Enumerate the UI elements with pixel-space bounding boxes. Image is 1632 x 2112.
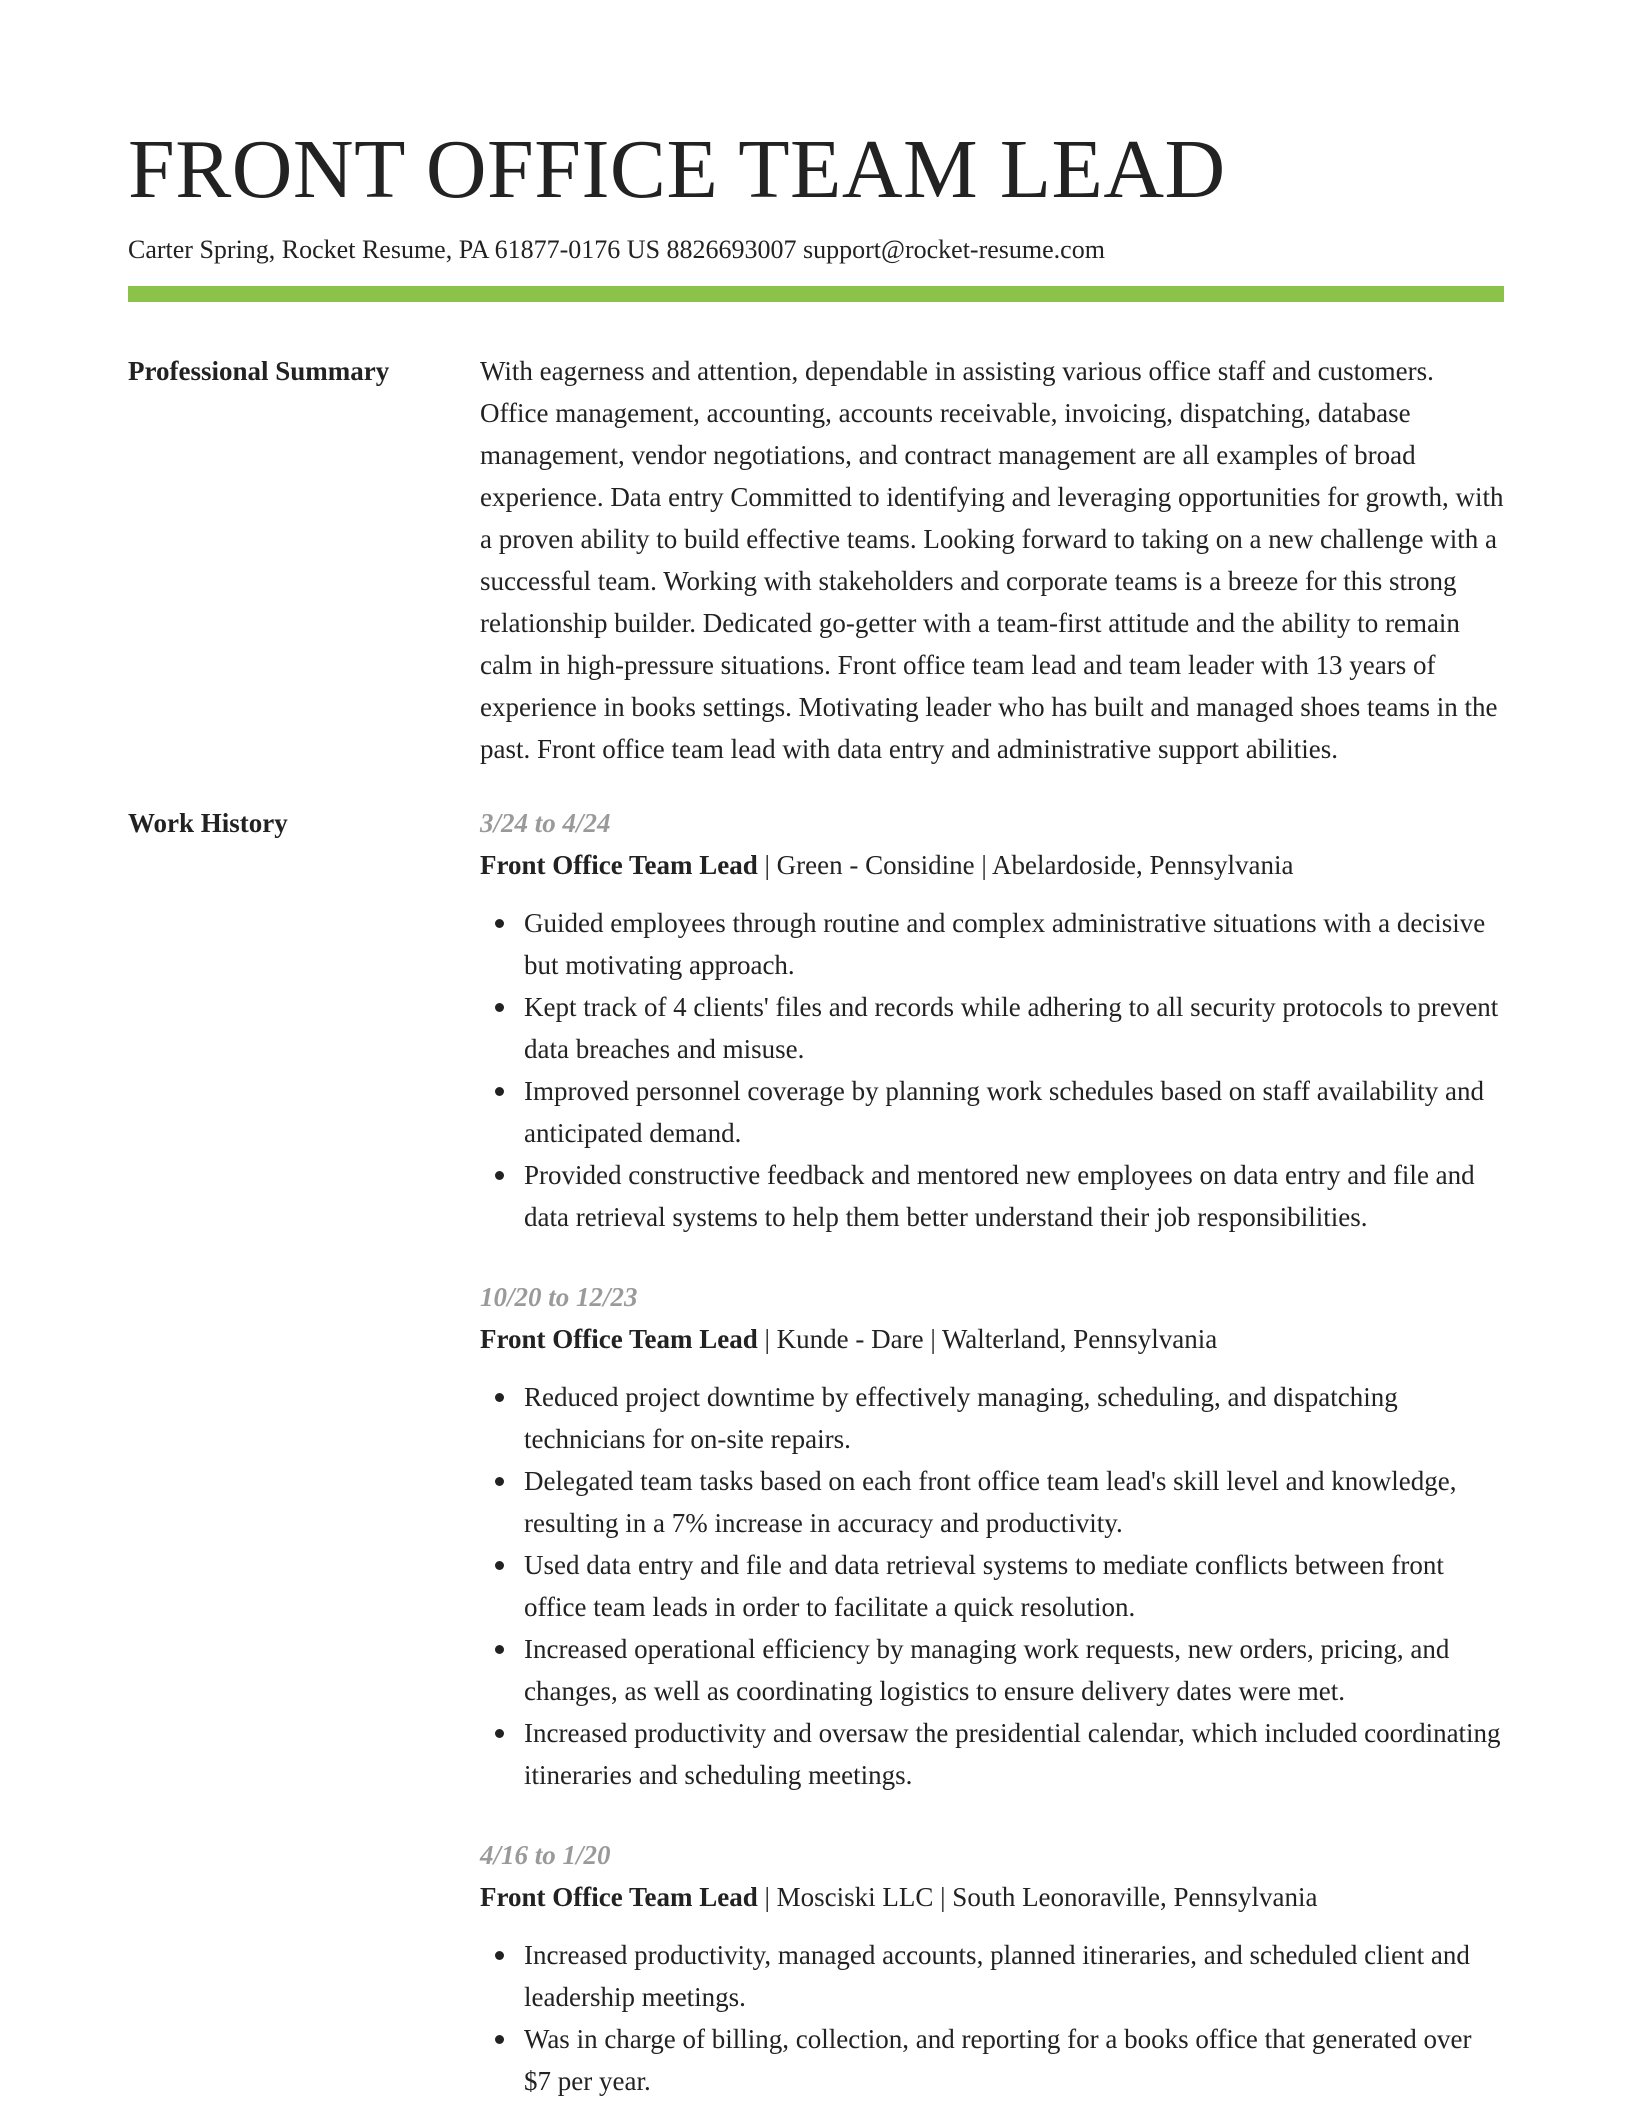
candidate-name: FRONT OFFICE TEAM LEAD: [128, 123, 1226, 216]
job-title: Front Office Team Lead: [480, 850, 758, 880]
job-title-line: [480, 1318, 1504, 1360]
bullet-item: Reduced project downtime by effectively managing, scheduling, and dispatching technicians for on-site repairs.: [480, 1376, 1504, 1460]
section-label-summary: Professional Summary: [128, 356, 390, 386]
resume-page: [128, 120, 1504, 2102]
bullet-item: Improved personnel coverage by planning work schedules based on staff availability and anticipated demand.: [480, 1070, 1504, 1154]
contact-line: Carter Spring, Rocket Resume, PA 61877-0176 US 8826693007 support@rocket-resume.com: [128, 235, 1105, 264]
bullet-item: Increased productivity and oversaw the presidential calendar, which included coordinating itineraries and scheduling meetings.: [480, 1712, 1504, 1796]
job-entry: [480, 1834, 1504, 2102]
job-bullets: [480, 1376, 1504, 1796]
bullet-item: Was in charge of billing, collection, and reporting for a books office that generated over $7 per year.: [480, 2018, 1504, 2102]
job-employer-location: | Mosciski LLC | South Leonoraville, Pennsylvania: [757, 1882, 1318, 1912]
bullet-item: Increased operational efficiency by managing work requests, new orders, pricing, and changes, as well as coordinating logistics to ensure delivery dates were met.: [480, 1628, 1504, 1712]
section-label-work-history: Work History: [128, 808, 288, 838]
job-dates: 3/24 to 4/24: [480, 808, 611, 838]
bullet-item: Delegated team tasks based on each front office team lead's skill level and knowledge, resulting in a 7% increase in accuracy and productivity.: [480, 1460, 1504, 1544]
job-bullets: [480, 902, 1504, 1238]
work-history-list: [480, 802, 1504, 2102]
job-title: Front Office Team Lead: [480, 1324, 758, 1354]
job-title-line: [480, 1876, 1504, 1918]
summary-text: With eagerness and attention, dependable in assisting various office staff and customers. Office management, accounting, accounts receivable, invoicing, dispatching, database management, vendor negotiations, and contract management are all examples of broad experience. Data entry Committed to identifying and leveraging opportunities for growth, with a proven ability to build effective teams. Looking forward to taking on a new challenge with a successful team. Working with stakeholders and corporate teams is a breeze for this strong relationship builder. Dedicated go-getter with a team-first attitude and the ability to remain calm in high-pressure situations. Front office team lead and team leader with 13 years of experience in books settings. Motivating leader who has built and managed shoes teams in the past. Front office team lead with data entry and administrative support abilities.: [480, 356, 1504, 764]
bullet-item: Provided constructive feedback and mentored new employees on data entry and file and data retrieval systems to help them better understand their job responsibilities.: [480, 1154, 1504, 1238]
job-title-line: [480, 844, 1504, 886]
work-history-section: [128, 802, 1504, 2102]
job-bullets: [480, 1934, 1504, 2102]
job-entry: [480, 1276, 1504, 1796]
bullet-item: Kept track of 4 clients' files and records while adhering to all security protocols to prevent data breaches and misuse.: [480, 986, 1504, 1070]
bullet-item: Increased productivity, managed accounts, planned itineraries, and scheduled client and leadership meetings.: [480, 1934, 1504, 2018]
bullet-item: Used data entry and file and data retrieval systems to mediate conflicts between front office team leads in order to facilitate a quick resolution.: [480, 1544, 1504, 1628]
job-entry: [480, 802, 1504, 1238]
accent-divider: [128, 286, 1504, 302]
bullet-item: Guided employees through routine and complex administrative situations with a decisive but motivating approach.: [480, 902, 1504, 986]
job-title: Front Office Team Lead: [480, 1882, 758, 1912]
professional-summary-section: [128, 350, 1504, 770]
job-dates: 4/16 to 1/20: [480, 1840, 611, 1870]
job-employer-location: | Green - Considine | Abelardoside, Pennsylvania: [757, 850, 1294, 880]
job-dates: 10/20 to 12/23: [480, 1282, 638, 1312]
job-employer-location: | Kunde - Dare | Walterland, Pennsylvania: [757, 1324, 1218, 1354]
